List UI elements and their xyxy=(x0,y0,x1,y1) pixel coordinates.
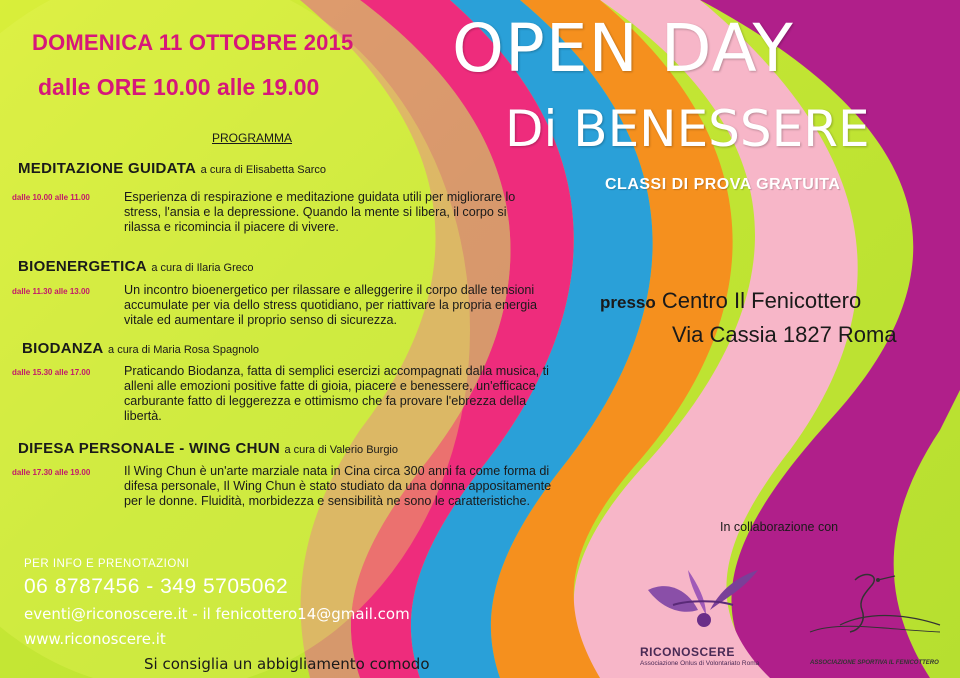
riconoscere-logo-subtitle: Associazione Onlus di Volontariato Roma xyxy=(640,660,760,667)
event-hours: dalle ORE 10.00 alle 19.00 xyxy=(38,74,320,100)
session-description: Praticando Biodanza, fatta di semplici esercizi accompagnati dalla musica, ti alleni alle emozioni positive fatte di gioia, piacere e benessere, un'efficace carburante fatto di leggerezza e ottimismo che fa provare l'ebrezza della libertà. xyxy=(124,364,549,423)
programma-heading: PROGRAMMA xyxy=(212,131,293,145)
session-cura: a cura di Maria Rosa Spagnolo xyxy=(108,344,260,356)
session-time: dalle 17.30 alle 19.00 xyxy=(12,468,91,477)
fenicottero-logo xyxy=(800,570,950,650)
title-open-day: OPEN DAY xyxy=(452,10,794,87)
session-meditazione-header xyxy=(18,160,326,178)
session-bioenergetica-header xyxy=(18,258,253,276)
event-date: DOMENICA 11 OTTOBRE 2015 xyxy=(32,30,354,55)
dress-code-note: Si consiglia un abbigliamento comodo xyxy=(144,655,430,673)
session-cura: a cura di Valerio Burgio xyxy=(284,444,398,456)
session-title: DIFESA PERSONALE - WING CHUN xyxy=(18,440,281,457)
location-address: Via Cassia 1827 Roma xyxy=(672,322,897,347)
session-time: dalle 11.30 alle 13.00 xyxy=(12,287,90,296)
contacts-label: PER INFO E PRENOTAZIONI xyxy=(24,558,190,570)
location-place: Centro Il Fenicottero xyxy=(661,288,862,313)
session-description: Un incontro bioenergetico per rilassare e alleggerire il corpo dalle tensioni accumulate per via dello stress quotidiano, per riattivare la propria energia vitale ed aumentare il proprio senso di sicurezza. xyxy=(124,283,538,327)
session-title: BIODANZA xyxy=(22,340,104,357)
riconoscere-logo xyxy=(628,560,778,646)
contacts-phones: 06 8787456 - 349 5705062 xyxy=(24,575,289,598)
session-cura: a cura di Elisabetta Sarco xyxy=(200,164,326,176)
riconoscere-logo-name: RICONOSCERE xyxy=(640,645,735,659)
session-wingchun-header xyxy=(18,440,398,458)
subtitle-classi: CLASSI DI PROVA GRATUITA xyxy=(605,176,841,193)
session-description: Il Wing Chun è un'arte marziale nata in Cina circa 300 anni fa come forma di difesa personale, Il Wing Chun è stato studiato da una donna appositamente per le donne. Fluidità, morbidezza e sensibilità ne sono le caratteristiche. xyxy=(124,464,552,508)
presso-label: presso xyxy=(600,293,656,312)
session-title: MEDITAZIONE GUIDATA xyxy=(18,160,197,177)
session-cura: a cura di Ilaria Greco xyxy=(151,262,254,274)
session-biodanza-header xyxy=(22,340,259,358)
contacts-website: www.riconoscere.it xyxy=(24,630,166,648)
contacts-emails: eventi@riconoscere.it - il fenicottero14@gmail.com xyxy=(24,605,410,623)
session-description: Esperienza di respirazione e meditazione guidata utili per migliorare lo stress, l'ansia e la depressione. Quando la mente si libera, il corpo si rilassa e ricomincia il piacere di vivere. xyxy=(124,190,516,234)
session-title: BIOENERGETICA xyxy=(18,258,147,275)
collaboration-label: In collaborazione con xyxy=(720,520,839,534)
fenicottero-logo-subtitle: ASSOCIAZIONE SPORTIVA IL FENICOTTERO xyxy=(810,660,939,666)
title-benessere: Di BENESSERE xyxy=(505,100,870,158)
location-place-line xyxy=(600,288,861,314)
session-time: dalle 10.00 alle 11.00 xyxy=(12,193,90,202)
session-time: dalle 15.30 alle 17.00 xyxy=(12,368,91,377)
